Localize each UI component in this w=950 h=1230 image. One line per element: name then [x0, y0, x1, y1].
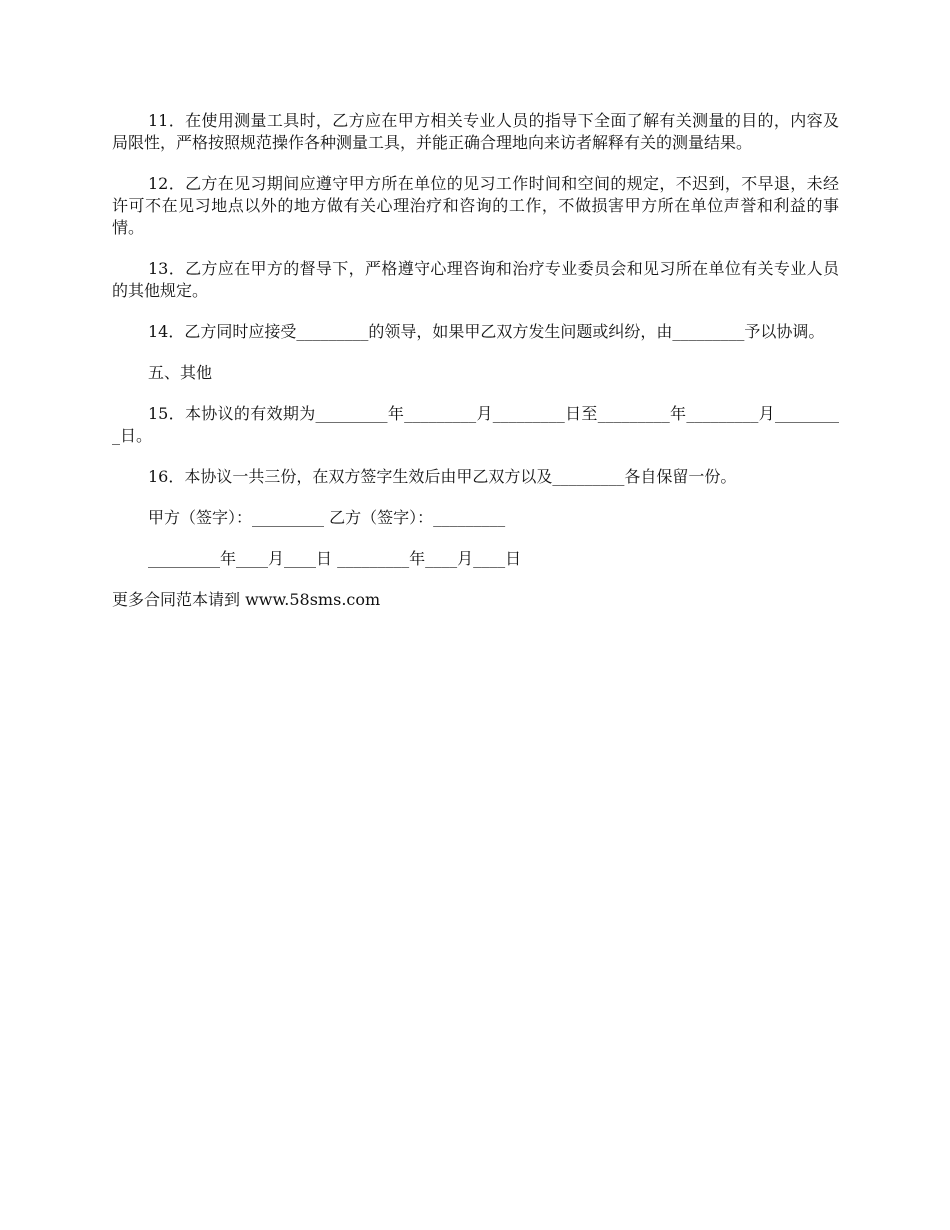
section-heading-other: 五、其他	[148, 363, 213, 382]
clause-16: 16．本协议一共三份，在双方签字生效后由甲乙双方以及_________各自保留一份。	[148, 467, 737, 486]
clause-14: 14．乙方同时应接受_________的领导，如果甲乙双方发生问题或纠纷，由_________予以协调。	[148, 322, 825, 341]
date-line: _________年____月____日 _________年____月____日	[148, 549, 522, 568]
signature-line: 甲方（签字）：_________ 乙方（签字）：_________	[148, 508, 506, 527]
clause-15: 15．本协议的有效期为_________年_________月_________日至_________年_________月_________日。	[112, 404, 839, 445]
document-page	[112, 110, 839, 611]
clause-11: 11．在使用测量工具时，乙方应在甲方相关专业人员的指导下全面了解有关测量的目的，内容及局限性，严格按照规范操作各种测量工具，并能正确合理地向来访者解释有关的测量结果。	[112, 111, 839, 152]
clause-12: 12．乙方在见习期间应遵守甲方所在单位的见习工作时间和空间的规定，不迟到，不早退，未经许可不在见习地点以外的地方做有关心理治疗和咨询的工作，不做损害甲方所在单位声誉和利益的事情。	[112, 174, 839, 237]
footer-link-text: 更多合同范本请到 www.58sms.com	[112, 590, 381, 609]
clause-13: 13．乙方应在甲方的督导下，严格遵守心理咨询和治疗专业委员会和见习所在单位有关专业人员的其他规定。	[112, 259, 839, 300]
